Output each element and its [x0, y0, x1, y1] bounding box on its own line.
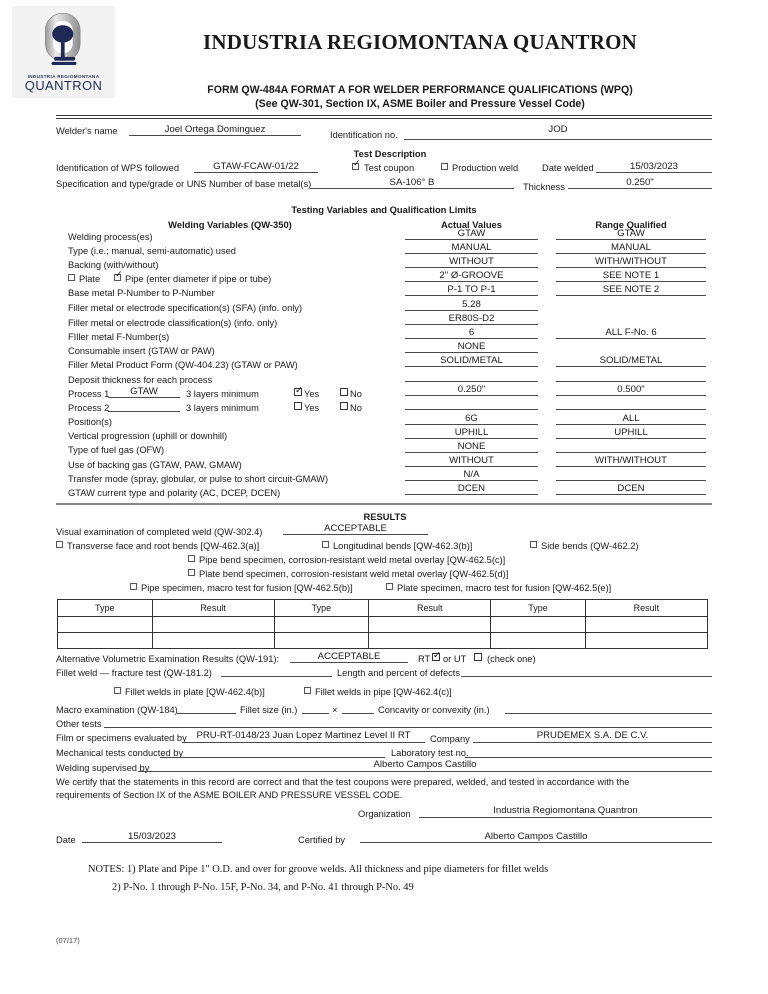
transverse-bends-checkbox[interactable] — [56, 541, 63, 548]
range-rule-2 — [556, 267, 706, 268]
process2-yes-checkbox[interactable] — [294, 402, 302, 410]
ut-checkbox[interactable] — [474, 653, 482, 661]
wps-label: Identification of WPS followed — [56, 163, 179, 173]
range-rule-10 — [556, 381, 706, 382]
plate-bend-overlay-checkbox[interactable] — [188, 569, 195, 576]
header-rule-bottom — [56, 118, 712, 119]
form-title-line2: (See QW-301, Section IX, ASME Boiler and Pressure Vessel Code) — [255, 98, 585, 110]
actual-rule-17 — [405, 480, 538, 481]
table-header-cell-5: Result — [585, 600, 707, 617]
laboratory-test-rule — [465, 757, 712, 758]
actual-rule-11 — [405, 395, 538, 396]
fillet-size-label: Fillet size (in.) — [240, 705, 298, 715]
date-welded-label: Date welded — [542, 163, 594, 173]
pipe-bend-overlay-label: Pipe bend specimen, corrosion-resistant weld metal overlay [QW-462.5(c)] — [199, 555, 506, 565]
table-cell-0-4[interactable] — [491, 617, 586, 633]
variable-label-9: Filler Metal Product Form (QW-404.23) (GTAW or PAW) — [68, 360, 298, 370]
table-row — [58, 633, 708, 649]
certify-statement-line1: We certify that the statements in this record are correct and that the test coupons were prepared, welded, and tested in accordance with the — [56, 777, 630, 787]
range-rule-13 — [556, 424, 706, 425]
pipe-label: Pipe (enter diameter if pipe or tube) — [125, 274, 272, 284]
process2-no-checkbox[interactable] — [340, 402, 348, 410]
header-rule-top — [56, 115, 712, 116]
company-label: Company — [430, 734, 470, 744]
variable-label-6: Filler metal or electrode classification(s) (info. only) — [68, 318, 278, 328]
range-value-11[interactable]: 0.500" — [617, 384, 645, 395]
company-rule — [473, 742, 712, 743]
table-header-cell-4: Type — [491, 600, 586, 617]
actual-value-8[interactable]: NONE — [457, 341, 486, 352]
range-value-14[interactable]: UPHILL — [614, 427, 648, 438]
table-row — [58, 617, 708, 633]
macro-exam-label: Macro examination (QW-184) — [56, 705, 178, 715]
table-cell-1-1[interactable] — [152, 633, 274, 649]
alt-volumetric-rule — [290, 662, 408, 663]
pipe-macro-fusion-checkbox[interactable] — [130, 583, 137, 590]
thickness-label: Thickness — [523, 182, 565, 192]
table-header-cell-3: Result — [369, 600, 491, 617]
actual-rule-1 — [405, 253, 538, 254]
welding-supervised-label: Welding supervised by — [56, 763, 150, 773]
organization-rule — [419, 817, 712, 818]
actual-rule-6 — [405, 324, 538, 325]
wps-rule — [194, 172, 318, 173]
actual-rule-10 — [405, 381, 538, 382]
ut-or-label: or UT — [443, 654, 467, 664]
table-cell-1-3[interactable] — [369, 633, 491, 649]
fillet-fracture-rule — [221, 676, 332, 677]
certified-by-value[interactable]: Alberto Campos Castillo — [484, 831, 588, 842]
variable-label-0: Welding process(es) — [68, 232, 153, 242]
rt-checkbox[interactable] — [432, 649, 441, 661]
variable-label-7: FIller metal F-Number(s) — [68, 332, 170, 342]
range-value-2[interactable]: WITH/WITHOUT — [595, 256, 667, 267]
fillet-welds-pipe-checkbox[interactable] — [304, 687, 311, 694]
table-cell-1-0[interactable] — [58, 633, 153, 649]
side-bends-label: Side bends (QW-462.2) — [541, 541, 639, 551]
actual-value-9[interactable]: SOLID/METAL — [440, 355, 503, 366]
actual-rule-16 — [405, 466, 538, 467]
test-coupon-label: Test coupon — [364, 163, 415, 173]
range-rule-16 — [556, 466, 706, 467]
welding-supervised-rule — [138, 771, 712, 772]
actual-value-18[interactable]: DCEN — [457, 483, 486, 494]
range-rule-0 — [556, 239, 706, 240]
pipe-bend-overlay-checkbox[interactable] — [188, 555, 195, 562]
range-rule-15 — [556, 452, 706, 453]
variable-label-13: Position(s) — [68, 417, 112, 427]
plate-label: Plate — [79, 274, 101, 284]
process1-value[interactable]: GTAW — [130, 386, 158, 397]
range-value-7[interactable]: ALL F-No. 6 — [605, 327, 657, 338]
range-value-4[interactable]: SEE NOTE 2 — [602, 284, 660, 295]
actual-rule-15 — [405, 452, 538, 453]
test-description-heading: Test Description — [353, 148, 427, 159]
production-weld-checkbox[interactable] — [441, 163, 448, 170]
range-rule-7 — [556, 338, 706, 339]
col-header-welding-variables: Welding Variables (QW-350) — [168, 219, 292, 230]
range-value-16[interactable]: WITH/WITHOUT — [595, 455, 667, 466]
range-value-9[interactable]: SOLID/METAL — [599, 355, 663, 366]
certify-statement-line2: requirements of Section IX of the ASME BOILER AND PRESSURE VESSEL CODE. — [56, 790, 403, 800]
note-1: NOTES: 1) Plate and Pipe 1" O.D. and over for groove welds. All thickness and pipe diameters for fillet welds — [88, 864, 549, 875]
results-section-rule — [56, 503, 712, 505]
actual-value-3[interactable]: 2" Ø-GROOVE — [439, 270, 504, 281]
actual-value-7[interactable]: 6 — [468, 327, 475, 338]
alt-volumetric-label: Alternative Volumetric Examination Results (QW-191): — [56, 654, 280, 664]
variable-label-2: Backing (with/without) — [68, 260, 159, 270]
film-evaluated-label: Film or specimens evaluated by — [56, 733, 187, 743]
table-header-cell-1: Result — [152, 600, 274, 617]
rt-check-mark: ✓ — [433, 649, 441, 661]
plate-checkbox[interactable] — [68, 274, 75, 281]
actual-rule-0 — [405, 239, 538, 240]
actual-value-4[interactable]: P-1 TO P-1 — [447, 284, 496, 295]
thickness-value[interactable]: 0.250" — [626, 177, 654, 188]
variable-label-8: Consumable insert (GTAW or PAW) — [68, 346, 215, 356]
mechanical-tests-label: Mechanical tests conducted by — [56, 748, 184, 758]
welder-name-value[interactable]: Joel Ortega Dominguez — [164, 124, 266, 135]
quantron-q-logo-icon — [33, 11, 95, 73]
identification-no-rule — [404, 139, 712, 140]
base-metal-spec-rule — [310, 188, 514, 189]
actual-value-14[interactable]: UPHILL — [454, 427, 489, 438]
process1-yes-checkbox[interactable] — [294, 384, 303, 396]
fillet-size-rule-1 — [302, 713, 329, 714]
range-value-18[interactable]: DCEN — [617, 483, 645, 494]
fillet-size-multiply-symbol: × — [332, 705, 338, 715]
variable-label-16: Use of backing gas (GTAW, PAW, GMAW) — [68, 460, 242, 470]
process1-rule — [108, 397, 180, 398]
range-rule-17 — [556, 480, 706, 481]
film-evaluated-value[interactable]: PRU-RT-0148/23 Juan Lopez Martinez Level II RT — [196, 730, 411, 741]
form-title-line1: FORM QW-484A FORMAT A FOR WELDER PERFORMANCE QUALIFICATIONS (WPQ) — [207, 84, 633, 96]
actual-rule-4 — [405, 295, 538, 296]
table-cell-0-5[interactable] — [585, 617, 707, 633]
range-value-3[interactable]: SEE NOTE 1 — [602, 270, 660, 281]
table-cell-1-5[interactable] — [585, 633, 707, 649]
logo-bottom-text: QUANTRON — [24, 78, 103, 93]
actual-rule-3 — [405, 281, 538, 282]
table-header-cell-0: Type — [58, 600, 153, 617]
range-value-0[interactable]: GTAW — [617, 228, 645, 239]
process1-no-label: No — [350, 389, 362, 399]
actual-rule-7 — [405, 338, 538, 339]
actual-rule-12 — [405, 409, 538, 410]
date-label: Date — [56, 835, 76, 845]
variable-label-1: Type (i.e.; manual, semi-automatic) used — [68, 246, 236, 256]
length-defects-rule — [461, 676, 712, 677]
actual-value-17[interactable]: N/A — [463, 469, 480, 480]
actual-value-15[interactable]: NONE — [457, 441, 486, 452]
actual-rule-18 — [405, 494, 538, 495]
check-one-label: (check one) — [487, 654, 536, 664]
visual-exam-label: Visual examination of completed weld (QW-302.4) — [56, 527, 263, 537]
actual-rule-13 — [405, 424, 538, 425]
variable-label-10: Deposit thickness for each process — [68, 375, 213, 385]
identification-no-value[interactable]: JOD — [548, 124, 568, 135]
company-value[interactable]: PRUDEMEX S.A. DE C.V. — [536, 730, 649, 741]
plate-macro-fusion-checkbox[interactable] — [386, 583, 393, 590]
pipe-macro-fusion-label: Pipe specimen, macro test for fusion [QW-462.5(b)] — [141, 583, 353, 593]
range-value-1[interactable]: MANUAL — [611, 242, 651, 253]
results-heading: RESULTS — [363, 511, 407, 522]
col-header-range-qualified: Range Qualified — [595, 219, 667, 230]
table-header-cell-2: Type — [274, 600, 369, 617]
base-metal-spec-label: Specification and type/grade or UNS Number of base metal(s) — [56, 179, 312, 189]
range-rule-3 — [556, 281, 706, 282]
actual-rule-14 — [405, 438, 538, 439]
actual-value-0[interactable]: GTAW — [457, 228, 486, 239]
concavity-rule — [505, 713, 712, 714]
process2-rule — [108, 411, 180, 412]
actual-value-5[interactable]: 5.28 — [462, 299, 481, 310]
process1-layers-label: 3 layers minimum — [186, 389, 259, 399]
longitudinal-bends-checkbox[interactable] — [322, 541, 329, 548]
actual-rule-5 — [405, 310, 538, 311]
variable-label-15: Type of fuel gas (OFW) — [68, 445, 165, 455]
actual-rule-8 — [405, 352, 538, 353]
wps-value[interactable]: GTAW-FCAW-01/22 — [213, 161, 299, 172]
organization-label: Organization — [358, 809, 411, 819]
form-title — [120, 83, 720, 111]
process1-yes-check-mark: ✓ — [295, 384, 303, 396]
pipe-checkbox[interactable] — [114, 270, 123, 281]
welder-name-label: Welder's name — [56, 126, 118, 136]
company-title: INDUSTRIA REGIOMONTANA QUANTRON — [202, 30, 638, 54]
table-cell-0-3[interactable] — [369, 617, 491, 633]
plate-bend-overlay-label: Plate bend specimen, corrosion-resistant weld metal overlay [QW-462.5(d)] — [199, 569, 509, 579]
fillet-size-rule-2 — [342, 713, 374, 714]
range-rule-11 — [556, 395, 706, 396]
process1-yes-label: Yes — [304, 389, 320, 399]
variable-label-18: GTAW current type and polarity (AC, DCEP, DCEN) — [68, 488, 281, 498]
col-header-actual-values: Actual Values — [441, 219, 502, 230]
welder-name-rule — [129, 135, 301, 136]
table-cell-0-0[interactable] — [58, 617, 153, 633]
date-rule — [82, 842, 222, 843]
testing-section-heading: Testing Variables and Qualification Limits — [291, 204, 477, 215]
variable-label-4: Base metal P-Number to P-Number — [68, 288, 215, 298]
certified-by-rule — [360, 842, 712, 843]
other-tests-rule — [104, 727, 712, 728]
macro-exam-rule — [177, 713, 236, 714]
visual-exam-rule — [283, 534, 428, 535]
concavity-label: Concavity or convexity (in.) — [378, 705, 490, 715]
variable-label-5: Filler metal or electrode specification(s) (SFA) (info. only) — [68, 303, 303, 313]
form-revision-code: (07/17) — [56, 936, 80, 945]
actual-value-13[interactable]: 6G — [465, 413, 478, 424]
film-evaluated-rule — [182, 742, 425, 743]
variable-label-17: Transfer mode (spray, globular, or pulse to short circuit-GMAW) — [68, 474, 329, 484]
table-cell-0-1[interactable] — [152, 617, 274, 633]
actual-rule-9 — [405, 366, 538, 367]
results-table — [57, 599, 708, 649]
variable-label-14: Vertical progression (uphill or downhill) — [68, 431, 228, 441]
actual-value-2[interactable]: WITHOUT — [449, 256, 494, 267]
logo-top-text: INDUSTRIA REGIOMONTANA — [27, 74, 100, 79]
note-2: 2) P-No. 1 through P-No. 15F, P-No. 34, and P-No. 41 through P-No. 49 — [112, 882, 414, 893]
test-coupon-check-mark: ✓ — [353, 159, 361, 169]
fillet-welds-pipe-label: Fillet welds in pipe [QW-462.4(c)] — [315, 687, 452, 697]
range-rule-1 — [556, 253, 706, 254]
range-rule-14 — [556, 438, 706, 439]
process2-yes-label: Yes — [304, 403, 320, 413]
fillet-fracture-label: Fillet weld — fracture test (QW-181.2) — [56, 668, 212, 678]
process1-no-checkbox[interactable] — [340, 388, 348, 396]
identification-no-label: Identification no. — [330, 130, 398, 140]
date-welded-value[interactable]: 15/03/2023 — [629, 161, 678, 172]
process2-layers-label: 3 layers minimum — [186, 403, 259, 413]
process2-no-label: No — [350, 403, 362, 413]
thickness-rule — [568, 188, 712, 189]
visual-exam-value[interactable]: ACCEPTABLE — [324, 523, 387, 534]
range-value-13[interactable]: ALL — [622, 413, 640, 424]
plate-macro-fusion-label: Plate specimen, macro test for fusion [QW-462.5(e)] — [397, 583, 612, 593]
transverse-bends-label: Transverse face and root bends [QW-462.3(a)] — [67, 541, 260, 551]
organization-value[interactable]: Industria Regiomontana Quantron — [493, 805, 638, 816]
actual-value-11[interactable]: 0.250" — [457, 384, 486, 395]
date-welded-rule — [596, 172, 712, 173]
length-defects-label: Length and percent of defects — [337, 668, 461, 678]
fillet-welds-plate-checkbox[interactable] — [114, 687, 121, 694]
range-rule-9 — [556, 366, 706, 367]
production-weld-label: Production weld — [452, 163, 519, 173]
side-bends-checkbox[interactable] — [530, 541, 537, 548]
pipe-check-mark: ✓ — [115, 270, 123, 280]
actual-value-16[interactable]: WITHOUT — [449, 455, 494, 466]
date-value[interactable]: 15/03/2023 — [127, 831, 176, 842]
actual-value-6[interactable]: ER80S-D2 — [448, 313, 495, 324]
other-tests-label: Other tests — [56, 719, 102, 729]
mechanical-tests-rule — [160, 757, 385, 758]
process2-label: Process 2 — [68, 403, 110, 413]
table-cell-1-2[interactable] — [274, 633, 369, 649]
welding-supervised-value[interactable]: Alberto Campos Castillo — [373, 759, 477, 770]
table-cell-1-4[interactable] — [491, 633, 586, 649]
table-cell-0-2[interactable] — [274, 617, 369, 633]
laboratory-test-label: Laboratory test no. — [391, 748, 469, 758]
range-rule-18 — [556, 494, 706, 495]
company-logo — [12, 6, 115, 98]
range-rule-4 — [556, 295, 706, 296]
base-metal-spec-value[interactable]: SA-106° B — [389, 177, 435, 188]
test-coupon-checkbox[interactable] — [352, 159, 361, 170]
fillet-welds-plate-label: Fillet welds in plate [QW-462.4(b)] — [125, 687, 265, 697]
rt-label: RT — [418, 654, 431, 664]
actual-value-1[interactable]: MANUAL — [451, 242, 492, 253]
process1-label: Process 1 — [68, 389, 110, 399]
table-header-row — [58, 600, 708, 617]
longitudinal-bends-label: Longitudinal bends [QW-462.3(b)] — [333, 541, 473, 551]
alt-volumetric-value[interactable]: ACCEPTABLE — [317, 651, 381, 662]
certified-by-label: Certified by — [298, 835, 346, 845]
actual-rule-2 — [405, 267, 538, 268]
range-rule-12 — [556, 409, 706, 410]
